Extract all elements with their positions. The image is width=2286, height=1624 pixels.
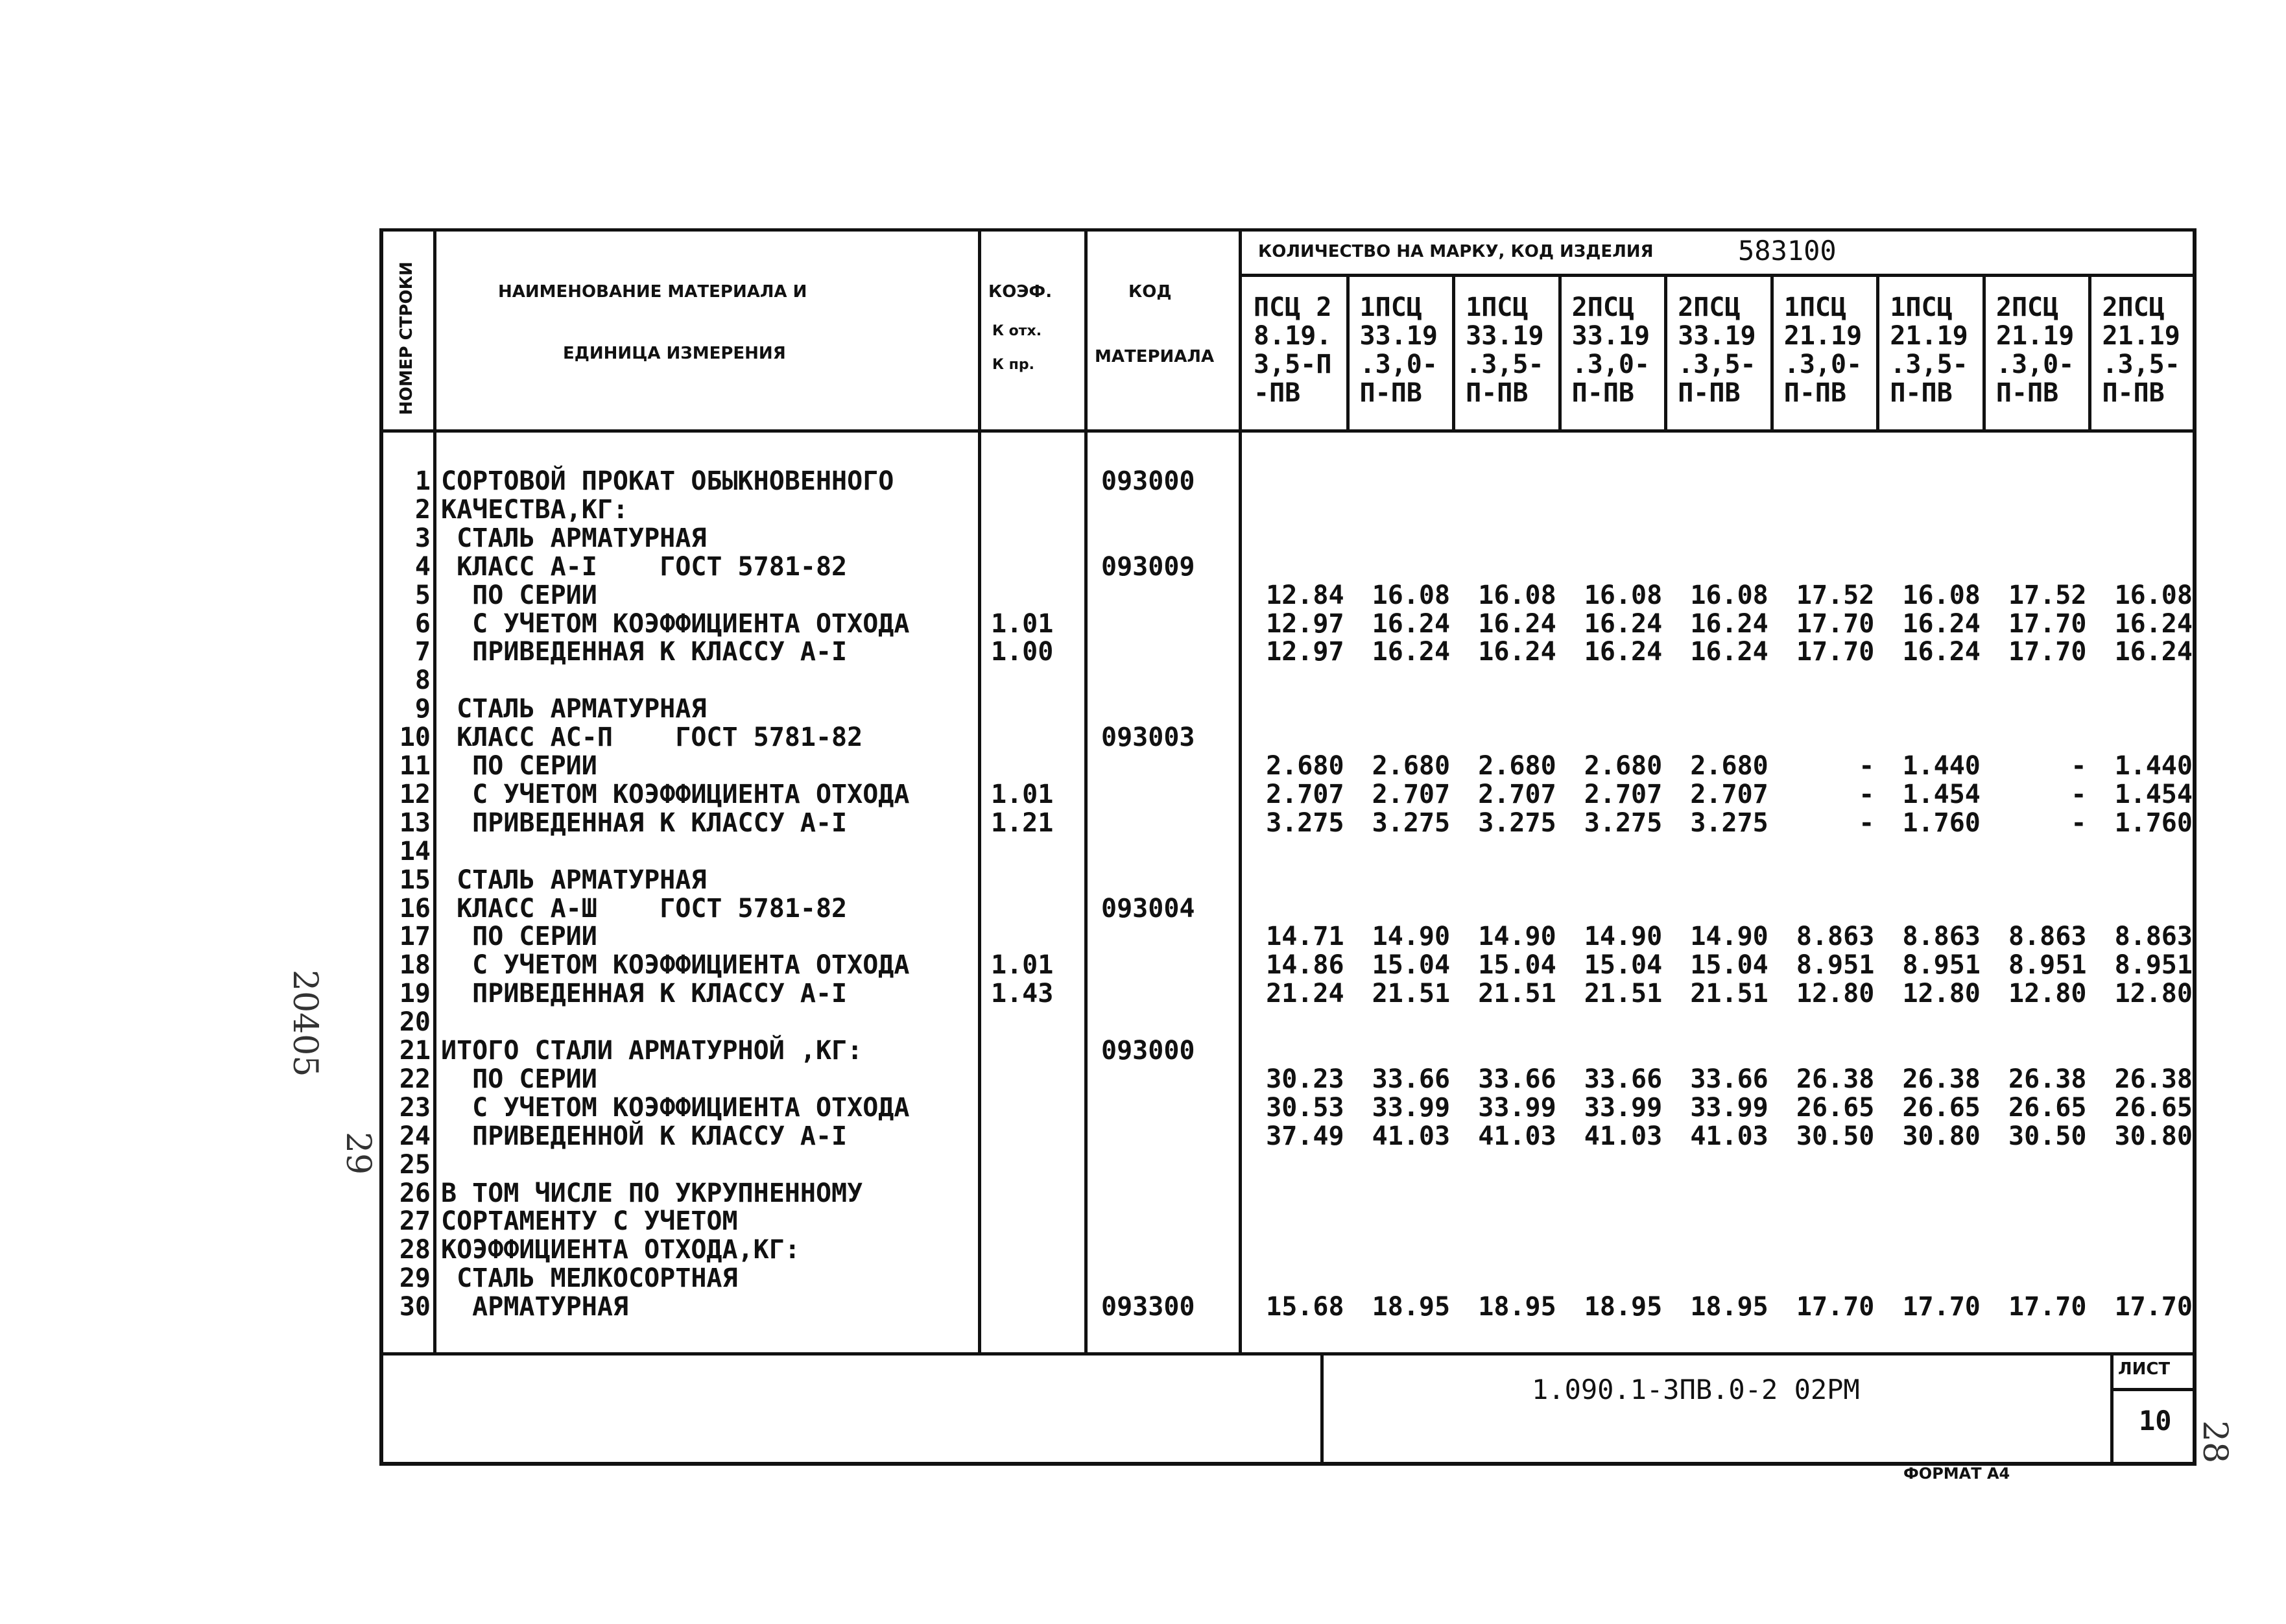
row-value: 3.275 xyxy=(1478,807,1556,838)
row-number: 5 xyxy=(414,580,431,610)
row-value: 1.760 xyxy=(2114,807,2193,838)
product-column-header: П-ПВ xyxy=(1995,378,2059,408)
row-name: ПО СЕРИИ xyxy=(441,751,597,781)
left-stamp-page: 29 xyxy=(339,1132,377,1175)
row-value: 26.38 xyxy=(2008,1064,2087,1094)
row-value: 2.680 xyxy=(1584,751,1663,781)
product-column-header: 2ПСЦ xyxy=(2102,293,2165,322)
product-column-header: 3,5-П xyxy=(1254,350,1332,379)
row-number: 2 xyxy=(414,494,431,525)
row-name: С УЧЕТОМ КОЭФФИЦИЕНТА ОТХОДА xyxy=(441,1092,910,1123)
row-name: ПРИВЕДЕННОЙ К КЛАССУ А-I xyxy=(441,1121,848,1151)
row-coefficient: 1.01 xyxy=(991,608,1054,639)
row-value: 33.66 xyxy=(1478,1064,1556,1094)
row-value: 21.51 xyxy=(1372,979,1451,1009)
row-value: 26.65 xyxy=(2008,1092,2087,1123)
row-value: 14.90 xyxy=(1478,922,1556,952)
row-number: 8 xyxy=(414,665,431,696)
row-value: 16.24 xyxy=(1478,608,1556,639)
row-value: 14.71 xyxy=(1266,922,1344,952)
row-number: 27 xyxy=(399,1206,431,1237)
row-value: 16.24 xyxy=(1372,637,1451,667)
row-number: 9 xyxy=(414,694,431,724)
row-material-code: 093300 xyxy=(1101,1292,1195,1322)
row-value: 17.70 xyxy=(2008,637,2087,667)
product-column-header: ПСЦ 2 xyxy=(1254,293,1332,322)
product-column-header: 2ПСЦ xyxy=(1995,293,2059,322)
row-value: 26.38 xyxy=(1796,1064,1875,1094)
row-number: 23 xyxy=(399,1092,431,1123)
row-value: 16.24 xyxy=(1902,637,1981,667)
row-value: 16.24 xyxy=(1478,637,1556,667)
row-value: 16.24 xyxy=(1902,608,1981,639)
row-value: 12.80 xyxy=(2114,979,2193,1009)
product-column-header: .3,5- xyxy=(1466,350,1544,379)
row-value: 17.70 xyxy=(2114,1292,2193,1322)
row-value: 16.08 xyxy=(2114,580,2193,610)
footer-separator xyxy=(379,1352,2197,1355)
row-coefficient: 1.43 xyxy=(991,979,1054,1009)
row-value: 41.03 xyxy=(1372,1121,1451,1151)
row-name: СТАЛЬ АРМАТУРНАЯ xyxy=(441,694,707,724)
product-code: 583100 xyxy=(1738,235,1837,267)
row-coefficient: 1.21 xyxy=(991,807,1054,838)
product-column-header: 33.19 xyxy=(1678,321,1756,351)
row-name: ПО СЕРИИ xyxy=(441,922,597,952)
row-name: СОРТАМЕНТУ С УЧЕТОМ xyxy=(441,1206,738,1237)
sheet-number: 10 xyxy=(2139,1405,2172,1437)
row-value: 26.65 xyxy=(1796,1092,1875,1123)
row-number: 26 xyxy=(399,1178,431,1208)
name-header-line1: НАИМЕНОВАНИЕ МАТЕРИАЛА И xyxy=(498,282,807,302)
row-name: ИТОГО СТАЛИ АРМАТУРНОЙ ,КГ: xyxy=(441,1036,863,1066)
product-column-header: 33.19 xyxy=(1466,321,1544,351)
row-value: 33.66 xyxy=(1372,1064,1451,1094)
row-number: 19 xyxy=(399,979,431,1009)
row-name: СТАЛЬ АРМАТУРНАЯ xyxy=(441,523,707,553)
row-number: 11 xyxy=(399,751,431,781)
product-column-header: 1ПСЦ xyxy=(1890,293,1953,322)
row-value: 12.84 xyxy=(1266,580,1344,610)
row-name: ПРИВЕДЕННАЯ К КЛАССУ А-I xyxy=(441,637,848,667)
row-number: 7 xyxy=(414,637,431,667)
row-number: 18 xyxy=(399,950,431,981)
row-value: 18.95 xyxy=(1690,1292,1768,1322)
row-value: 41.03 xyxy=(1478,1121,1556,1151)
product-column-header: П-ПВ xyxy=(1571,378,1634,408)
row-value: 1.440 xyxy=(1902,751,1981,781)
row-number: 6 xyxy=(414,608,431,639)
coef-header-1: КОЭФ. xyxy=(988,282,1053,302)
row-value: 37.49 xyxy=(1266,1121,1344,1151)
product-column-header: П-ПВ xyxy=(1890,378,1953,408)
product-col-divider xyxy=(1664,274,1667,433)
row-coefficient: 1.01 xyxy=(991,779,1054,809)
product-column-header: П-ПВ xyxy=(1783,378,1847,408)
product-column-header: 21.19 xyxy=(1783,321,1863,351)
product-column-header: 33.19 xyxy=(1359,321,1438,351)
coef-header-2: К отх. xyxy=(992,323,1042,339)
row-value: - xyxy=(1859,807,1875,838)
coef-header-3: К пр. xyxy=(992,357,1034,373)
row-value: 30.50 xyxy=(2008,1121,2087,1151)
product-column-header: 33.19 xyxy=(1571,321,1650,351)
row-coefficient: 1.01 xyxy=(991,950,1054,981)
row-value: 33.99 xyxy=(1478,1092,1556,1123)
product-column-header: П-ПВ xyxy=(1466,378,1529,408)
row-value: 30.53 xyxy=(1266,1092,1344,1123)
row-name: В ТОМ ЧИСЛЕ ПО УКРУПНЕННОМУ xyxy=(441,1178,863,1208)
right-page-number: 28 xyxy=(2195,1420,2234,1464)
row-value: 12.97 xyxy=(1266,637,1344,667)
sheet-label: ЛИСТ xyxy=(2118,1359,2171,1379)
row-value: 3.275 xyxy=(1372,807,1451,838)
row-value: 2.680 xyxy=(1266,751,1344,781)
row-value: 26.38 xyxy=(2114,1064,2193,1094)
product-column-header: 1ПСЦ xyxy=(1466,293,1529,322)
row-name: КЛАСС А-I ГОСТ 5781-82 xyxy=(441,551,848,582)
row-value: 14.90 xyxy=(1690,922,1768,952)
row-value: 3.275 xyxy=(1690,807,1768,838)
row-name: КЛАСС А-Ш ГОСТ 5781-82 xyxy=(441,893,848,924)
row-value: 16.24 xyxy=(1584,637,1663,667)
row-value: 18.95 xyxy=(1584,1292,1663,1322)
row-value: 21.24 xyxy=(1266,979,1344,1009)
row-value: 16.08 xyxy=(1902,580,1981,610)
row-value: 17.70 xyxy=(1902,1292,1981,1322)
row-name: АРМАТУРНАЯ xyxy=(441,1292,628,1322)
row-value: 16.24 xyxy=(1584,608,1663,639)
row-value: 2.680 xyxy=(1372,751,1451,781)
row-value: 15.04 xyxy=(1690,950,1768,981)
row-value: - xyxy=(2071,807,2087,838)
product-column-header: .3,5- xyxy=(2102,350,2180,379)
row-value: 8.951 xyxy=(1902,950,1981,981)
row-value: 16.08 xyxy=(1478,580,1556,610)
row-value: 8.863 xyxy=(1902,922,1981,952)
col-divider-coef xyxy=(1084,228,1088,1355)
row-material-code: 093000 xyxy=(1101,466,1195,496)
row-name: ПО СЕРИИ xyxy=(441,580,597,610)
product-col-divider xyxy=(1558,274,1562,433)
product-column-header: П-ПВ xyxy=(1678,378,1741,408)
row-name: С УЧЕТОМ КОЭФФИЦИЕНТА ОТХОДА xyxy=(441,950,910,981)
name-header-line2: ЕДИНИЦА ИЗМЕРЕНИЯ xyxy=(563,344,786,363)
row-name: ПРИВЕДЕННАЯ К КЛАССУ А-I xyxy=(441,979,848,1009)
product-column-header: .3,0- xyxy=(1995,350,2075,379)
row-value: 8.863 xyxy=(2008,922,2087,952)
product-column-header: 8.19. xyxy=(1254,321,1332,351)
row-value: 26.65 xyxy=(1902,1092,1981,1123)
row-value: 17.52 xyxy=(1796,580,1875,610)
row-number: 13 xyxy=(399,807,431,838)
row-material-code: 093009 xyxy=(1101,551,1195,582)
row-value: 2.707 xyxy=(1266,779,1344,809)
qty-header: КОЛИЧЕСТВО НА МАРКУ, КОД ИЗДЕЛИЯ xyxy=(1258,242,1654,261)
product-column-header: П-ПВ xyxy=(1359,378,1422,408)
row-name: КЛАСС АС-П ГОСТ 5781-82 xyxy=(441,722,863,753)
row-value: 8.951 xyxy=(2008,950,2087,981)
row-value: 12.80 xyxy=(1796,979,1875,1009)
col-divider-code xyxy=(1239,228,1242,1355)
document-code: 1.090.1-3ПВ.0-2 02РМ xyxy=(1532,1374,1860,1405)
row-value: 41.03 xyxy=(1690,1121,1768,1151)
product-column-header: .3,0- xyxy=(1359,350,1438,379)
row-name: ПО СЕРИИ xyxy=(441,1064,597,1094)
row-number: 16 xyxy=(399,893,431,924)
product-column-header: 2ПСЦ xyxy=(1678,293,1741,322)
row-value: 33.99 xyxy=(1584,1092,1663,1123)
row-value: 2.680 xyxy=(1690,751,1768,781)
col-divider-name xyxy=(978,228,981,1355)
row-value: 33.99 xyxy=(1690,1092,1768,1123)
product-column-header: .3,0- xyxy=(1783,350,1863,379)
row-value: 3.275 xyxy=(1266,807,1344,838)
product-col-divider xyxy=(1452,274,1455,433)
row-number: 29 xyxy=(399,1263,431,1294)
row-value: 16.08 xyxy=(1690,580,1768,610)
row-number: 25 xyxy=(399,1149,431,1180)
product-column-header: .3,5- xyxy=(1890,350,1968,379)
row-name: КАЧЕСТВА,КГ: xyxy=(441,494,628,525)
row-value: 15.04 xyxy=(1478,950,1556,981)
row-number: 3 xyxy=(414,523,431,553)
row-value: 1.454 xyxy=(1902,779,1981,809)
row-value: - xyxy=(1859,751,1875,781)
row-value: 16.08 xyxy=(1372,580,1451,610)
row-number-header: НОМЕР СТРОКИ xyxy=(397,261,416,415)
row-value: 16.24 xyxy=(1690,608,1768,639)
row-material-code: 093004 xyxy=(1101,893,1195,924)
row-value: 17.70 xyxy=(2008,608,2087,639)
row-value: 8.951 xyxy=(2114,950,2193,981)
row-value: 2.707 xyxy=(1478,779,1556,809)
row-value: 1.454 xyxy=(2114,779,2193,809)
product-col-divider xyxy=(1982,274,1986,433)
row-number: 1 xyxy=(414,466,431,496)
sheet-box-separator xyxy=(2110,1388,2197,1391)
row-value: 1.440 xyxy=(2114,751,2193,781)
row-value: 15.04 xyxy=(1372,950,1451,981)
row-value: 21.51 xyxy=(1584,979,1663,1009)
row-value: 1.760 xyxy=(1902,807,1981,838)
row-value: 30.50 xyxy=(1796,1121,1875,1151)
row-material-code: 093000 xyxy=(1101,1036,1195,1066)
row-name: С УЧЕТОМ КОЭФФИЦИЕНТА ОТХОДА xyxy=(441,608,910,639)
row-value: 21.51 xyxy=(1690,979,1768,1009)
row-value: 8.951 xyxy=(1796,950,1875,981)
col-divider-rownum xyxy=(433,228,436,1355)
row-value: 3.275 xyxy=(1584,807,1663,838)
footer-divider-1 xyxy=(1320,1352,1324,1463)
row-value: 12.80 xyxy=(2008,979,2087,1009)
left-stamp-number: 20405 xyxy=(285,970,324,1077)
row-value: 14.86 xyxy=(1266,950,1344,981)
row-value: 16.24 xyxy=(1372,608,1451,639)
row-value: 33.66 xyxy=(1584,1064,1663,1094)
row-value: 16.24 xyxy=(2114,608,2193,639)
row-value: 30.80 xyxy=(2114,1121,2193,1151)
code-header-1: КОД xyxy=(1128,282,1172,302)
row-name: СТАЛЬ МЕЛКОСОРТНАЯ xyxy=(441,1263,738,1294)
row-number: 28 xyxy=(399,1235,431,1265)
format-label: ФОРМАТ А4 xyxy=(1903,1464,2010,1483)
row-value: 2.680 xyxy=(1478,751,1556,781)
row-value: 33.99 xyxy=(1372,1092,1451,1123)
row-value: 18.95 xyxy=(1372,1292,1451,1322)
row-value: 26.65 xyxy=(2114,1092,2193,1123)
product-column-header: .3,0- xyxy=(1571,350,1650,379)
product-col-divider xyxy=(1770,274,1774,433)
row-value: 17.52 xyxy=(2008,580,2087,610)
product-column-header: .3,5- xyxy=(1678,350,1756,379)
footer-divider-sheet xyxy=(2110,1352,2113,1463)
product-column-header: 2ПСЦ xyxy=(1571,293,1634,322)
row-value: 2.707 xyxy=(1584,779,1663,809)
row-name: ПРИВЕДЕННАЯ К КЛАССУ А-I xyxy=(441,807,848,838)
product-column-header: 1ПСЦ xyxy=(1359,293,1422,322)
row-name: С УЧЕТОМ КОЭФФИЦИЕНТА ОТХОДА xyxy=(441,779,910,809)
product-col-divider xyxy=(1876,274,1879,433)
header-separator xyxy=(379,429,2197,433)
row-value: 41.03 xyxy=(1584,1121,1663,1151)
product-col-divider xyxy=(1346,274,1350,433)
row-number: 20 xyxy=(399,1007,431,1038)
row-name: СТАЛЬ АРМАТУРНАЯ xyxy=(441,865,707,895)
product-column-header: 1ПСЦ xyxy=(1783,293,1847,322)
row-value: 8.863 xyxy=(2114,922,2193,952)
row-number: 12 xyxy=(399,779,431,809)
row-material-code: 093003 xyxy=(1101,722,1195,753)
row-value: 2.707 xyxy=(1690,779,1768,809)
row-value: 12.97 xyxy=(1266,608,1344,639)
product-col-divider xyxy=(2088,274,2091,433)
row-value: 16.08 xyxy=(1584,580,1663,610)
row-value: 2.707 xyxy=(1372,779,1451,809)
row-value: - xyxy=(1859,779,1875,809)
row-value: 15.04 xyxy=(1584,950,1663,981)
row-value: 33.66 xyxy=(1690,1064,1768,1094)
top-border xyxy=(379,228,2197,232)
row-value: 26.38 xyxy=(1902,1064,1981,1094)
row-number: 10 xyxy=(399,722,431,753)
row-number: 15 xyxy=(399,865,431,895)
row-value: 17.70 xyxy=(1796,637,1875,667)
row-value: 14.90 xyxy=(1372,922,1451,952)
product-column-header: 21.19 xyxy=(1995,321,2075,351)
row-value: 30.80 xyxy=(1902,1121,1981,1151)
row-value: 12.80 xyxy=(1902,979,1981,1009)
row-value: 14.90 xyxy=(1584,922,1663,952)
row-value: 16.24 xyxy=(1690,637,1768,667)
row-coefficient: 1.00 xyxy=(991,637,1054,667)
row-name: СОРТОВОЙ ПРОКАТ ОБЫКНОВЕННОГО xyxy=(441,466,894,496)
row-value: 30.23 xyxy=(1266,1064,1344,1094)
product-column-header: 21.19 xyxy=(2102,321,2180,351)
product-column-header: 21.19 xyxy=(1890,321,1968,351)
qty-header-separator xyxy=(1242,274,2197,277)
row-value: - xyxy=(2071,779,2087,809)
row-value: 16.24 xyxy=(2114,637,2193,667)
code-header-2: МАТЕРИАЛА xyxy=(1095,347,1215,366)
row-number: 14 xyxy=(399,836,431,866)
row-number: 22 xyxy=(399,1064,431,1094)
row-name: КОЭФФИЦИЕНТА ОТХОДА,КГ: xyxy=(441,1235,800,1265)
row-value: 21.51 xyxy=(1478,979,1556,1009)
row-number: 30 xyxy=(399,1292,431,1322)
product-column-header: -ПВ xyxy=(1254,378,1301,408)
row-value: 17.70 xyxy=(1796,1292,1875,1322)
row-value: 17.70 xyxy=(2008,1292,2087,1322)
row-number: 4 xyxy=(414,551,431,582)
row-value: 15.68 xyxy=(1266,1292,1344,1322)
product-column-header: П-ПВ xyxy=(2102,378,2165,408)
row-value: 18.95 xyxy=(1478,1292,1556,1322)
row-value: 8.863 xyxy=(1796,922,1875,952)
row-value: 17.70 xyxy=(1796,608,1875,639)
row-number: 24 xyxy=(399,1121,431,1151)
row-number: 17 xyxy=(399,922,431,952)
row-number: 21 xyxy=(399,1036,431,1066)
row-value: - xyxy=(2071,751,2087,781)
